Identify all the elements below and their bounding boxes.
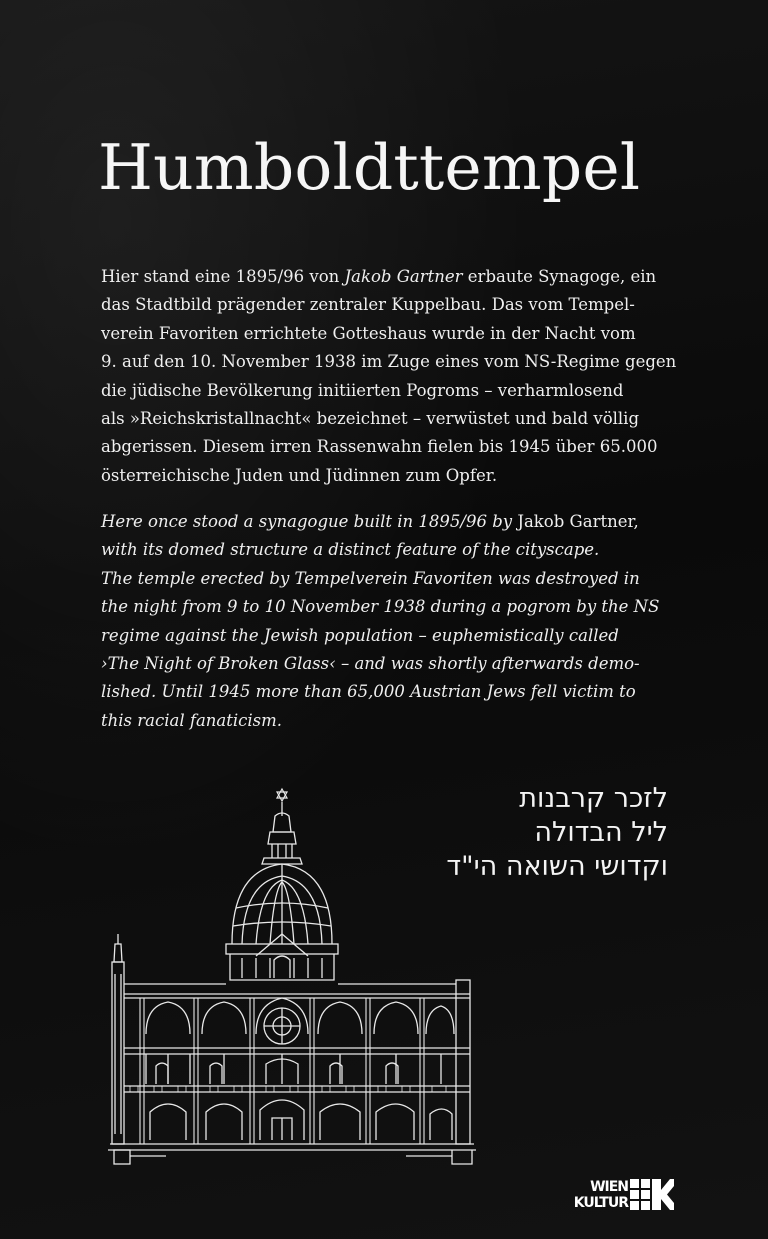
english-text	[101, 508, 691, 735]
german-line-4: 9. auf den 10. November 1938 im Zuge eines vom NS-Regime gegen	[101, 352, 677, 372]
german-line-1: Hier stand eine 1895/96 von Jakob Gartner erbaute Synagoge, ein	[101, 267, 657, 286]
hebrew-line-3: וקדושי השואה הי"ד	[446, 851, 668, 882]
plaque-title: Humboldttempel	[98, 131, 641, 204]
german-line-5: die jüdische Bevölkerung initiierten Pogroms – verharmlosend	[101, 380, 624, 400]
german-line-8: österreichische Juden und Jüdinnen zum Opfer.	[101, 465, 498, 485]
hebrew-line-2: ליל הבדולה	[534, 817, 668, 848]
logo-line-2: KULTUR	[573, 1195, 628, 1211]
architect-name-en: Jakob Gartner,	[517, 512, 639, 531]
english-line-5: regime against the Jewish population – euphemistically called	[101, 625, 619, 645]
hebrew-line-1: לזכר קרבנות	[519, 783, 668, 814]
german-text	[101, 263, 691, 490]
logo-line-1: WIEN	[590, 1179, 628, 1195]
german-line-2: das Stadtbild prägender zentraler Kuppelbau. Das vom Tempel-	[101, 295, 635, 315]
wien-kultur-logo	[570, 1177, 680, 1217]
english-line-7: lished. Until 1945 more than 65,000 Austrian Jews fell victim to	[101, 682, 636, 702]
german-line-3: verein Favoriten errichtete Gotteshaus wurde in der Nacht vom	[101, 323, 636, 343]
synagogue-drawing-icon	[106, 784, 478, 1170]
english-line-3: The temple erected by Tempelverein Favoriten was destroyed in	[101, 568, 640, 588]
english-line-8: this racial fanaticism.	[101, 710, 283, 730]
english-line-4: the night from 9 to 10 November 1938 during a pogrom by the NS	[101, 597, 660, 617]
german-line-6: als »Reichskristallnacht« bezeichnet – verwüstet und bald völlig	[101, 409, 640, 429]
wien-kultur-mark-icon	[630, 1177, 674, 1213]
german-line-7: abgerissen. Diesem irren Rassenwahn fielen bis 1945 über 65.000	[101, 437, 658, 457]
architect-name: Jakob Gartner	[344, 267, 463, 286]
english-line-6: ›The Night of Broken Glass‹ – and was shortly afterwards demo-	[101, 654, 640, 674]
english-line-2: with its domed structure a distinct feature of the cityscape.	[101, 540, 600, 560]
english-line-1: Here once stood a synagogue built in 1895/96 by Jakob Gartner,	[101, 512, 639, 531]
